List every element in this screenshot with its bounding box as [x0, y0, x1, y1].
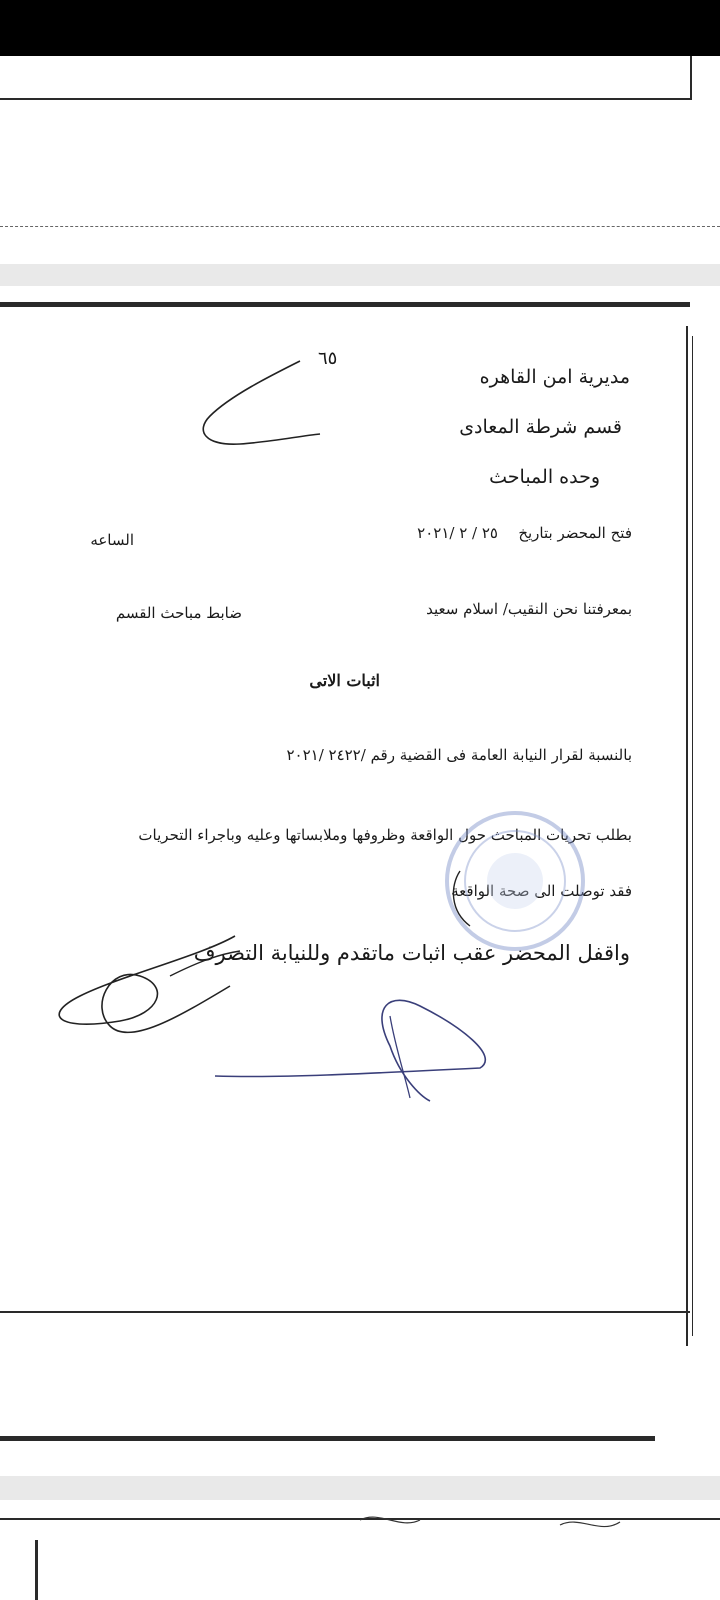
- section-heading: اثبات الاتى: [309, 671, 380, 690]
- opening-label: فتح المحضر بتاريخ: [518, 524, 632, 542]
- closing-statement: واقفل المحضر عقب اثبات ماتقدم وللنيابة التصرف: [193, 941, 630, 965]
- handwritten-number: ٦٥: [318, 348, 338, 369]
- status-bar: [0, 0, 720, 56]
- page-border: [0, 98, 692, 100]
- bottom-signature: [215, 1000, 485, 1101]
- paragraph-case: بالنسبة لقرار النيابة العامة فى القضية رقم /٢٤٢٢ /٢٠٢١: [286, 746, 632, 764]
- next-page-marks: [0, 1500, 720, 1600]
- previous-page-fragment: [0, 56, 720, 264]
- header-station: قسم شرطة المعادى: [459, 416, 622, 438]
- paragraph-finding: فقد توصلت الى صحة الواقعة: [451, 882, 632, 900]
- scan-edge: [0, 226, 720, 227]
- officer-line: بمعرفتنا نحن النقيب/ اسلام سعيد: [426, 600, 632, 618]
- signatures-layer: [0, 286, 720, 1476]
- next-page-fragment: [0, 1500, 720, 1600]
- paren-mark: [453, 871, 470, 926]
- header-unit: وحده المباحث: [489, 466, 600, 488]
- header-directorate: مديرية امن القاهره: [479, 366, 630, 388]
- document-page: [0, 286, 720, 1476]
- officer-title: ضابط مباحث القسم: [115, 604, 242, 622]
- opening-date: ٢٥ / ٢ /٢٠٢١: [417, 524, 498, 542]
- closing-signature-tail: [170, 951, 240, 976]
- closing-signature: [59, 936, 235, 1032]
- top-signature: [203, 361, 320, 444]
- bottom-signature-cross: [390, 1016, 410, 1098]
- time-label: الساعه: [90, 531, 134, 549]
- page-border: [690, 56, 692, 100]
- paragraph-request: بطلب تحريات المباحث حول الواقعة وظروفها وملابساتها وعليه وباجراء التحريات: [138, 826, 632, 844]
